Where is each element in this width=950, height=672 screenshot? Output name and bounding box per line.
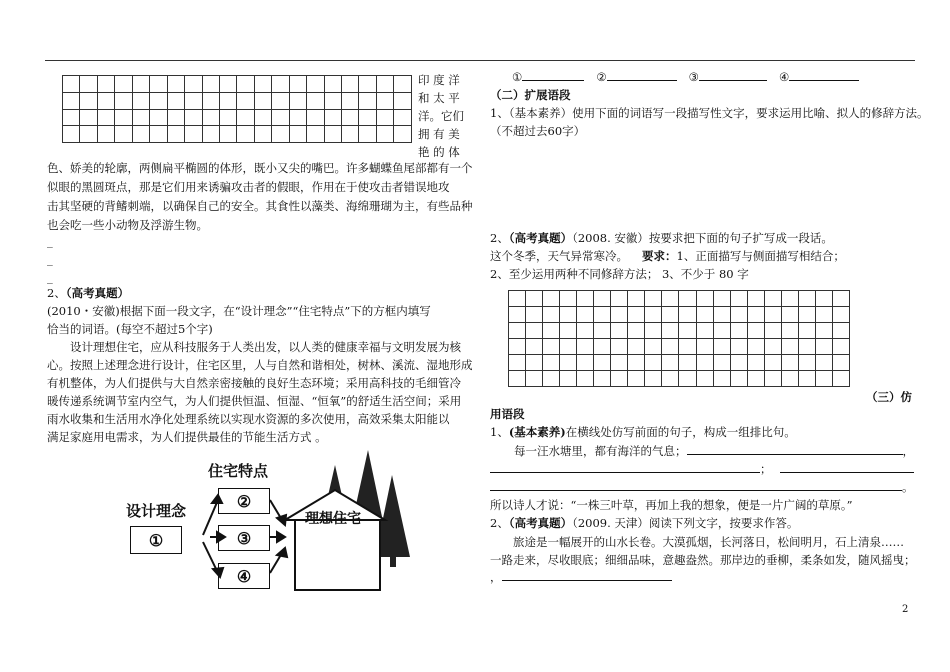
blank-label: ② [596,70,607,84]
grid-cell[interactable] [167,109,184,126]
grid-cell[interactable] [815,371,832,387]
passage-line: 击其坚硬的背鳍刺端，以确保自己的安全。其食性以藻类、海绵珊瑚为主，有些品种 [47,199,473,213]
grid-cell[interactable] [815,339,832,355]
grid-cell[interactable] [324,92,341,109]
grid-cell[interactable] [132,109,149,126]
grid-cell[interactable] [815,355,832,371]
q2-line: 恰当的词语。(每空不超过5个字) [47,322,213,336]
fill-line[interactable] [780,460,914,473]
box-2: ② [218,488,270,514]
grid-cell[interactable] [662,339,679,355]
grid-cell[interactable] [80,76,97,93]
grid-cell[interactable] [543,371,560,387]
fill-line[interactable] [502,568,672,581]
grid-cell[interactable] [696,355,713,371]
grid-cell[interactable] [272,126,289,143]
grid-cell[interactable] [611,371,628,387]
grid-cell[interactable] [272,92,289,109]
grid-cell[interactable] [815,307,832,323]
dash: _ [47,252,53,266]
grid-cell[interactable] [509,339,526,355]
grid-cell[interactable] [662,291,679,307]
r-q31-line3 [490,460,914,478]
grid-cell[interactable] [254,76,271,93]
passage-line: 色、娇美的轮廓，两侧扁平椭圆的体形，既小又尖的嘴巴。许多蝴蝶鱼尾部都有一个 [47,161,473,175]
grid-cell[interactable] [696,307,713,323]
top-rule [45,60,915,61]
grid-cell[interactable] [63,109,80,126]
grid-cell[interactable] [394,126,412,143]
grid-cell[interactable] [628,291,645,307]
r-q32-line2: 旅途是一幅展开的山水长卷。大漠孤烟，长河落日，松间明月，石上清泉…… [490,535,904,549]
grid-cell[interactable] [543,291,560,307]
r-q31-tag: (基本素养) [508,425,566,439]
grid-cell[interactable] [645,371,662,387]
grid-cell[interactable] [798,323,815,339]
grid-cell[interactable] [611,323,628,339]
grid-cell[interactable] [781,307,798,323]
grid-cell[interactable] [679,323,696,339]
grid-cell[interactable] [80,126,97,143]
grid-cell[interactable] [307,126,324,143]
r-q31-comma: ， [902,444,914,458]
side-line: 艳 的 体 [418,145,460,159]
r-q2-sentence: 这个冬季，天气异常寒冷。 [490,249,628,263]
grid-cell[interactable] [115,76,132,93]
grid-cell[interactable] [645,307,662,323]
grid-cell[interactable] [645,323,662,339]
grid-cell[interactable] [645,355,662,371]
grid-cell[interactable] [237,109,254,126]
grid-cell[interactable] [560,307,577,323]
grid-cell[interactable] [150,109,167,126]
grid-cell[interactable] [577,371,594,387]
grid-cell[interactable] [832,323,849,339]
grid-cell[interactable] [696,339,713,355]
r-q32-rest: （2009. 天津）阅读下列文字，按要求作答。 [572,516,799,530]
grid-cell[interactable] [560,355,577,371]
grid-cell[interactable] [679,355,696,371]
grid-cell[interactable] [394,109,412,126]
grid-cell[interactable] [594,307,611,323]
grid-cell[interactable] [679,307,696,323]
grid-cell[interactable] [219,92,236,109]
grid-cell[interactable] [696,371,713,387]
label-house: 理想住宅 [305,511,361,527]
grid-cell[interactable] [526,371,543,387]
r-q32-line4 [490,568,672,586]
grid-cell[interactable] [815,291,832,307]
grid-cell[interactable] [307,92,324,109]
grid-cell[interactable] [509,291,526,307]
grid-cell[interactable] [543,339,560,355]
grid-cell[interactable] [747,371,764,387]
grid-cell[interactable] [202,126,219,143]
grid-cell[interactable] [97,76,114,93]
r-q31-sentence: 每一汪水塘里，都有海洋的气息； [514,444,687,458]
grid-cell[interactable] [560,371,577,387]
section-3-title-b: 用语段 [490,407,525,421]
r-q32-heading [490,514,798,532]
grid-cell[interactable] [359,126,376,143]
grid-cell[interactable] [526,339,543,355]
grid-cell[interactable] [376,126,393,143]
q2-heading [47,284,129,302]
grid-cell[interactable] [696,291,713,307]
grid-cell[interactable] [237,92,254,109]
grid-cell[interactable] [662,355,679,371]
grid-cell[interactable] [798,371,815,387]
grid-cell[interactable] [798,307,815,323]
grid-cell[interactable] [815,323,832,339]
grid-cell[interactable] [342,92,359,109]
grid-cell[interactable] [132,126,149,143]
r-q31-period: 。 [902,480,914,494]
grid-cell[interactable] [611,355,628,371]
grid-cell[interactable] [730,323,747,339]
grid-cell[interactable] [798,355,815,371]
grid-cell[interactable] [730,371,747,387]
q2-line: 设计理想住宅，应从科技服务于人类出发，以人类的健康幸福与文明发展为核 [47,340,461,354]
r-q31-line4 [490,478,914,496]
grid-cell[interactable] [324,109,341,126]
grid-cell[interactable] [376,76,393,93]
grid-cell[interactable] [97,109,114,126]
grid-cell[interactable] [272,109,289,126]
r-q2-req: 要求： [642,249,677,263]
grid-cell[interactable] [577,339,594,355]
grid-cell[interactable] [526,323,543,339]
grid-cell[interactable] [832,371,849,387]
grid-cell[interactable] [359,109,376,126]
grid-cell[interactable] [185,92,202,109]
grid-cell[interactable] [167,76,184,93]
grid-cell[interactable] [543,307,560,323]
grid-cell[interactable] [307,76,324,93]
grid-cell[interactable] [628,323,645,339]
grid-cell[interactable] [289,76,306,93]
grid-cell[interactable] [80,92,97,109]
grid-cell[interactable] [764,291,781,307]
grid-cell[interactable] [679,339,696,355]
grid-cell[interactable] [560,323,577,339]
grid-cell[interactable] [747,291,764,307]
grid-cell[interactable] [594,323,611,339]
grid-cell[interactable] [342,126,359,143]
r-q2-num: 2、 [490,231,509,245]
grid-cell[interactable] [832,355,849,371]
grid-cell[interactable] [764,307,781,323]
grid-cell[interactable] [237,126,254,143]
grid-cell[interactable] [202,76,219,93]
r-q31-heading [490,423,796,441]
grid-cell[interactable] [359,76,376,93]
grid-cell[interactable] [185,76,202,93]
grid-cell[interactable] [594,291,611,307]
grid-cell[interactable] [747,323,764,339]
q2-line: 雨水收集和生活用水净化处理系统以实现水资源的多次使用，高效采集太阳能以 [47,412,450,426]
grid-cell[interactable] [730,355,747,371]
grid-cell[interactable] [509,355,526,371]
r-q2-tag: （高考真题） [508,231,573,245]
r-q31-poem: 所以诗人才说：“一株三叶草，再加上我的想象，便是一片广阔的草原。” [490,498,853,512]
passage-line: 也会吃一些小动物及浮游生物。 [47,218,208,232]
grid-cell[interactable] [150,92,167,109]
dash: _ [47,234,53,248]
grid-cell[interactable] [645,339,662,355]
label-feature: 住宅特点 [208,462,269,480]
grid-cell[interactable] [747,307,764,323]
grid-cell[interactable] [167,126,184,143]
blank-label: ① [512,70,523,84]
grid-cell[interactable] [611,291,628,307]
r-q1-line: （不超过去60字） [490,124,586,138]
grid-cell[interactable] [798,339,815,355]
grid-cell[interactable] [342,109,359,126]
writing-grid-left [62,75,412,143]
grid-cell[interactable] [376,109,393,126]
grid-cell[interactable] [132,76,149,93]
r-q31-semicolon: ； [760,462,772,476]
grid-cell[interactable] [764,339,781,355]
grid-cell[interactable] [219,76,236,93]
grid-cell[interactable] [713,355,730,371]
grid-cell[interactable] [696,323,713,339]
box-4: ④ [218,563,270,589]
grid-cell[interactable] [781,355,798,371]
side-line: 和 太 平 [418,91,460,105]
q2-line: 有机整体，为人们提供与大自然亲密接触的良好生态环境；采用高科技的毛细管冷 [47,376,461,390]
grid-cell[interactable] [526,355,543,371]
grid-cell[interactable] [713,323,730,339]
grid-cell[interactable] [713,371,730,387]
r-q2-heading [490,229,833,247]
grid-cell[interactable] [219,109,236,126]
grid-cell[interactable] [713,291,730,307]
grid-cell[interactable] [80,109,97,126]
grid-cell[interactable] [526,307,543,323]
grid-cell[interactable] [798,291,815,307]
grid-cell[interactable] [509,307,526,323]
grid-cell[interactable] [764,355,781,371]
grid-cell[interactable] [628,355,645,371]
blank-line[interactable] [607,68,677,81]
grid-cell[interactable] [679,291,696,307]
page-number: 2 [902,604,909,615]
grid-cell[interactable] [254,92,271,109]
grid-cell[interactable] [560,291,577,307]
side-line: 拥 有 美 [418,127,460,141]
grid-cell[interactable] [376,92,393,109]
grid-cell[interactable] [289,109,306,126]
grid-cell[interactable] [781,339,798,355]
grid-cell[interactable] [63,76,80,93]
grid-cell[interactable] [832,339,849,355]
grid-cell[interactable] [730,307,747,323]
q2-line: 满足家庭用电需求，为人们提供最佳的节能生活方式 。 [47,430,327,444]
blank-line[interactable] [789,68,859,81]
grid-cell[interactable] [150,76,167,93]
grid-cell[interactable] [509,323,526,339]
grid-cell[interactable] [359,92,376,109]
grid-cell[interactable] [781,323,798,339]
blank-line[interactable] [699,68,767,81]
fill-line[interactable] [687,442,903,455]
q2-line: 暖传递系统调节室内空气，为人们提供恒温、恒湿、“恒氧”的舒适生活空间；采用 [47,394,462,408]
r-q2-rest: （2008. 安徽）按要求把下面的句子扩写成一段话。 [572,231,833,245]
box-3: ③ [218,525,270,551]
r-q32-num: 2、 [490,516,509,530]
grid-cell[interactable] [202,109,219,126]
blank-label: ③ [688,70,699,84]
grid-cell[interactable] [289,92,306,109]
dash: _ [47,270,53,284]
grid-cell[interactable] [115,109,132,126]
grid-cell[interactable] [97,126,114,143]
grid-cell[interactable] [611,307,628,323]
grid-cell[interactable] [219,126,236,143]
grid-cell[interactable] [63,92,80,109]
r-q2-line2 [490,247,845,265]
fill-line[interactable] [490,460,760,473]
grid-cell[interactable] [679,371,696,387]
label-concept: 设计理念 [126,502,187,520]
grid-cell[interactable] [577,323,594,339]
grid-cell[interactable] [115,92,132,109]
grid-cell[interactable] [560,339,577,355]
r-q2-req1: 1、正面描写与侧面描写相结合； [676,249,845,263]
grid-cell[interactable] [394,92,412,109]
side-line: 印 度 洋 [418,73,460,87]
answer-blanks [512,68,859,86]
grid-cell[interactable] [324,76,341,93]
grid-cell[interactable] [97,92,114,109]
diagram-art [120,445,420,595]
r-q2-line3: 2、至少运用两种不同修辞方法； 3、不少于 80 字 [490,267,749,281]
grid-cell[interactable] [832,307,849,323]
grid-cell[interactable] [272,76,289,93]
q2-tag: （高考真题） [65,286,130,300]
grid-cell[interactable] [781,291,798,307]
r-q31-rest: 在横线处仿写前面的句子，构成一组排比句。 [565,425,796,439]
grid-cell[interactable] [324,126,341,143]
q2-line: 心。按照上述理念进行设计，住宅区里，人与自然和谐相处，树林、溪流、湿地形成 [47,358,473,372]
r-q32-line3: 一路走来，尽收眼底；细细品味，意趣盎然。那岸边的垂柳，柔条如发，随风摇曳； [490,553,916,567]
grid-cell[interactable] [628,307,645,323]
grid-cell[interactable] [63,126,80,143]
grid-cell[interactable] [713,307,730,323]
grid-cell[interactable] [594,339,611,355]
grid-cell[interactable] [764,323,781,339]
grid-cell[interactable] [594,371,611,387]
grid-cell[interactable] [202,92,219,109]
grid-cell[interactable] [577,307,594,323]
grid-cell[interactable] [611,339,628,355]
q2-line: (2010・安徽)根据下面一段文字，在“设计理念”“住宅特点”下的方框内填写 [47,304,431,318]
grid-cell[interactable] [543,323,560,339]
grid-cell[interactable] [526,291,543,307]
grid-cell[interactable] [730,339,747,355]
grid-cell[interactable] [115,126,132,143]
grid-cell[interactable] [307,109,324,126]
section-2-title: （二）扩展语段 [490,88,571,102]
r-q1-line: 1、（基本素养）使用下面的词语写一段描写性文字，要求运用比喻、拟人的修辞方法。 [490,106,929,120]
grid-cell[interactable] [254,126,271,143]
blank-line[interactable] [522,68,584,81]
grid-cell[interactable] [662,323,679,339]
r-q32-comma: ， [490,570,502,584]
blank-label: ④ [778,70,790,84]
box-1: ① [130,526,182,554]
side-line: 洋。它们 [418,109,464,123]
grid-cell[interactable] [764,371,781,387]
grid-cell[interactable] [662,307,679,323]
grid-cell[interactable] [150,126,167,143]
grid-cell[interactable] [628,371,645,387]
grid-cell[interactable] [394,76,412,93]
r-q32-tag: （高考真题） [508,516,573,530]
grid-cell[interactable] [237,76,254,93]
grid-cell[interactable] [577,291,594,307]
grid-cell[interactable] [645,291,662,307]
grid-cell[interactable] [509,371,526,387]
grid-cell[interactable] [132,92,149,109]
grid-cell[interactable] [594,355,611,371]
grid-cell[interactable] [832,291,849,307]
section-3-title-a: （三）仿 [866,390,912,404]
r-q31-line2 [514,442,914,460]
grid-cell[interactable] [185,126,202,143]
grid-cell[interactable] [167,92,184,109]
passage-line: 似眼的黑圆斑点，那是它们用来诱骗攻击者的假眼，作用在于使攻击者错误地攻 [47,180,450,194]
grid-cell[interactable] [662,371,679,387]
writing-grid-right [508,290,850,387]
grid-cell[interactable] [185,109,202,126]
fill-line[interactable] [490,478,902,491]
q2-num: 2、 [47,286,66,300]
grid-cell[interactable] [747,339,764,355]
r-q31-num: 1、 [490,425,509,439]
grid-cell[interactable] [747,355,764,371]
grid-cell[interactable] [781,371,798,387]
grid-cell[interactable] [713,339,730,355]
grid-cell[interactable] [543,355,560,371]
grid-cell[interactable] [628,339,645,355]
grid-cell[interactable] [730,291,747,307]
grid-cell[interactable] [342,76,359,93]
grid-cell[interactable] [577,355,594,371]
grid-cell[interactable] [254,109,271,126]
grid-cell[interactable] [289,126,306,143]
